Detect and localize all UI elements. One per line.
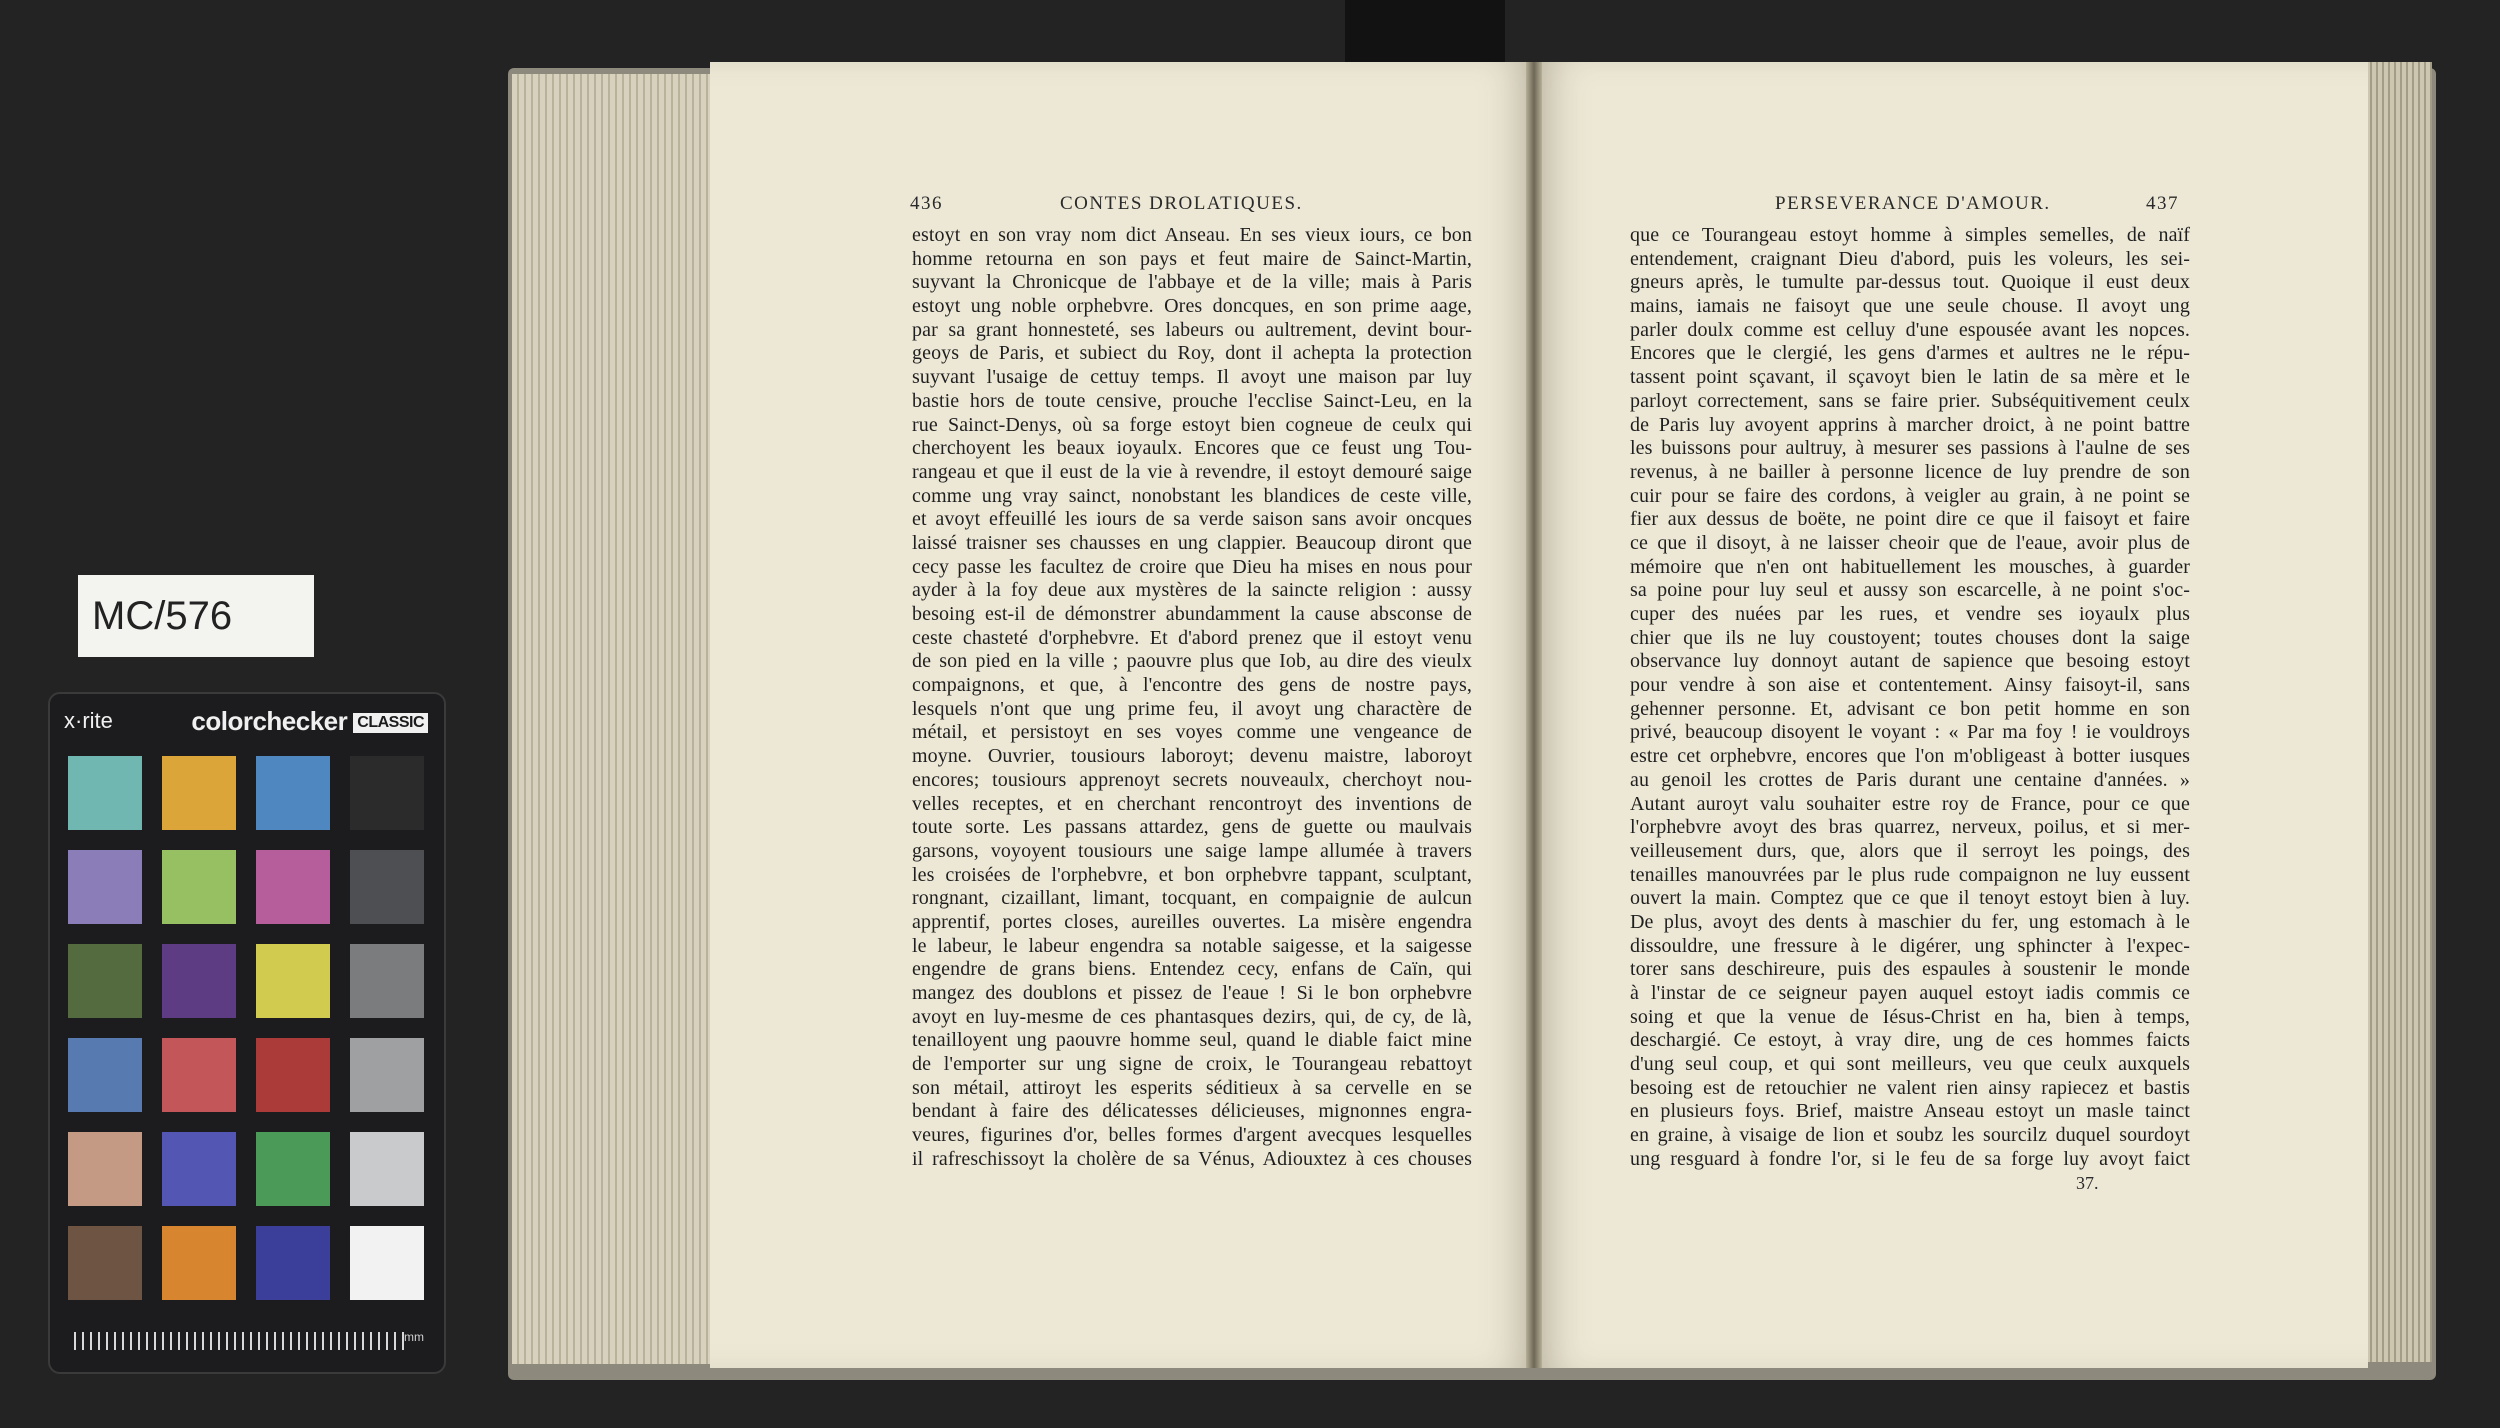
text-line: ouvert la main. Comptez que ce que il tenoyt estoyt bien à luy.: [1630, 887, 2190, 910]
text-line: comme ung vray sainct, nonobstant les blandices de ceste ville,: [912, 484, 1472, 507]
color-swatch: [350, 1132, 424, 1206]
text-line: tassent point sçavant, il sçavoyt bien le latin de sa mère et le: [1630, 366, 2190, 389]
color-swatch: [162, 850, 236, 924]
color-swatch: [350, 756, 424, 830]
text-line: ayder à la foy deue aux mystères de la saincte religion : aussy: [912, 579, 1472, 602]
text-line: apprentif, portes closes, aureilles ouvertes. La misère engendra: [912, 910, 1472, 933]
left-running-head: CONTES DROLATIQUES.: [1060, 193, 1303, 214]
text-line: estoyt en son vray nom dict Anseau. En ses vieux iours, ce bon: [912, 224, 1472, 246]
left-page-text: [912, 224, 1472, 1172]
text-line: ceste chasteté d'orphebvre. Et d'abord prenez que il estoyt venu: [912, 626, 1472, 649]
color-swatch: [68, 756, 142, 830]
text-line: métail, et persistoyt en ses voyes comme une vengeance de: [912, 721, 1472, 744]
colorchecker-product: colorchecker: [191, 706, 348, 736]
text-line: il rafreschissoyt la cholère de sa Vénus, Adiouxtez à ces chouses: [912, 1147, 1472, 1170]
color-swatch: [350, 1226, 424, 1300]
text-line: veilleusement durs, que, alors que il serroyt les poings, des: [1630, 839, 2190, 862]
colorchecker-edition-badge: CLASSIC: [353, 713, 428, 733]
text-line: que ce Tourangeau estoyt homme à simples semelles, de naïf: [1630, 224, 2190, 246]
text-line: cuir pour se faire des cordons, à veigler au grain, à ne point se: [1630, 484, 2190, 507]
text-line: entendement, craignant Dieu d'abord, puis les voleurs, les sei-: [1630, 247, 2190, 270]
text-line: à l'instar de ce seigneur payen auquel estoyt iadis commis ce: [1630, 982, 2190, 1004]
text-line: en graine, à visaige de lion et soubz les sourcilz duquel sourdoyt: [1630, 1124, 2190, 1147]
color-swatch: [350, 850, 424, 924]
color-swatch: [162, 1226, 236, 1300]
text-line: homme retourna en son pays et feut maire de Sainct-Martin,: [912, 247, 1472, 270]
text-line: fier aux dessus de boëte, ne point dire ce que il faisoyt et faire: [1630, 508, 2190, 531]
text-line: toute sorte. Les passans attardez, gens de guette ou maulvais: [912, 816, 1472, 839]
text-line: suyvant l'usaige de cettuy temps. Il avoyt une maison par luy: [912, 366, 1472, 389]
text-line: besoing est de retouchier ne valent rien ainsy rapiecez et bastis: [1630, 1076, 2190, 1099]
color-swatch: [256, 850, 330, 924]
text-line: les croisées de l'orphebvre, et bon orphebvre tappant, sculptant,: [912, 863, 1472, 886]
text-line: pour vendre à son aise et contentement. Ainsy faisoyt-il, sans: [1630, 674, 2190, 697]
text-line: de Paris luy avoyent apprins à marcher droict, à ne point battre: [1630, 413, 2190, 436]
text-line: dissouldre, une fressure à le digérer, ung sphincter à l'expec-: [1630, 934, 2190, 957]
text-line: par sa grant honnesteté, ses labeurs ou aultrement, devint bour-: [912, 318, 1472, 341]
left-page-stack: [512, 74, 712, 1364]
color-swatch: [68, 1226, 142, 1300]
color-swatch: [256, 944, 330, 1018]
text-line: bastie hors de toute censive, prouche l'ecclise Sainct-Leu, en la: [912, 389, 1472, 412]
color-swatch: [68, 944, 142, 1018]
text-line: en plusieurs foys. Brief, maistre Anseau estoyt un masle tainct: [1630, 1100, 2190, 1123]
text-line: sa poine pour luy seul et aussy son escarcelle, à ne point s'oc-: [1630, 579, 2190, 602]
text-line: cecy passe les facultez de croire que Dieu ha mises en nous pour: [912, 555, 1472, 578]
text-line: besoing est-il de démonstrer abundamment la cause absconse de: [912, 603, 1472, 625]
color-checker-card: [48, 692, 446, 1374]
text-line: velles receptes, et en cherchant rencontroyt des inventions de: [912, 792, 1472, 815]
ruler-unit-label: mm: [404, 1330, 424, 1344]
text-line: rangeau et que il eust de la vie à revendre, il estoyt demouré saige: [912, 460, 1472, 483]
text-line: gehenner personne. Et, advisant ce bon petit homme en son: [1630, 697, 2190, 720]
right-page-text: [1630, 224, 2190, 1172]
text-line: geoys de Paris, et subiect du Roy, dont il achepta la protection: [912, 342, 1472, 365]
right-running-head: PERSEVERANCE D'AMOUR.: [1775, 193, 2051, 214]
text-line: tenailles manouvrées par le plus rude compaignon ne luy eussent: [1630, 863, 2190, 886]
text-line: cherchoyent les beaux ioyaulx. Encores que ce feust ung Tou-: [912, 437, 1472, 460]
text-line: Encores que le clergié, les gens d'armes et aultres ne le répu-: [1630, 342, 2190, 365]
color-swatch: [256, 756, 330, 830]
text-line: mains, iamais ne faisoyt que une seule chouse. Il avoyt ung: [1630, 295, 2190, 318]
text-line: cuper des nuées par les rues, et vendre ses ioyaulx plus: [1630, 603, 2190, 625]
color-swatch: [256, 1226, 330, 1300]
text-line: le labeur, le labeur engendra sa notable saigesse, et la saigesse: [912, 934, 1472, 957]
color-swatch: [256, 1038, 330, 1112]
text-line: gneurs après, le tumulte par-dessus tout. Quoique il eust deux: [1630, 271, 2190, 294]
text-line: Autant auroyt valu souhaiter estre roy de France, pour ce que: [1630, 792, 2190, 815]
right-page-stack: [2360, 62, 2432, 1362]
text-line: De plus, avoyt des dents à maschier du fer, ung estomach à le: [1630, 910, 2190, 933]
text-line: rongnant, cizaillant, limant, tocquant, en compaignie de aulcun: [912, 887, 1472, 910]
text-line: torer sans deschireure, puis des espaules à soustenir le monde: [1630, 958, 2190, 981]
xrite-logo: x·rite: [64, 708, 113, 733]
text-line: observance luy donnoyt autant de sapience que besoing estoyt: [1630, 650, 2190, 673]
color-swatch: [162, 756, 236, 830]
text-line: et avoyt effeuillé les iours de sa verde saison sans avoir oncques: [912, 508, 1472, 531]
text-line: tenailloyent ung paouvre homme seul, quand le diable faict mine: [912, 1029, 1472, 1052]
text-line: son métail, attiroyt les esperits séditieux à sa cervelle en se: [912, 1076, 1472, 1099]
color-swatch: [162, 1038, 236, 1112]
text-line: bendant à faire des délicatesses délicieuses, mignonnes engra-: [912, 1100, 1472, 1123]
text-line: mémoire que n'en ont habituellement les mousches, à guarder: [1630, 555, 2190, 578]
text-line: les buissons pour aultruy, à mesurer ses passions à l'aulne de ses: [1630, 437, 2190, 460]
text-line: parler doulx comme est celluy d'une espousée avant les nopces.: [1630, 318, 2190, 341]
text-line: de son pied en la ville ; paouvre plus que Iob, au dire des vieulx: [912, 650, 1472, 673]
text-line: estre cet orphebvre, encores que l'on m'obligeast à botter iusques: [1630, 745, 2190, 768]
text-line: de l'emporter sur ung signe de croix, le Tourangeau rebattoyt: [912, 1053, 1472, 1076]
text-line: rue Sainct-Denys, où sa forge estoyt bien cogneue de ceulx qui: [912, 413, 1472, 436]
color-swatch: [350, 1038, 424, 1112]
text-line: veures, figurines d'or, belles formes d'argent avecques lesquelles: [912, 1124, 1472, 1147]
text-line: lesquels n'ont que ung prime feu, il avoyt ung charactère de: [912, 697, 1472, 720]
text-line: ung resguard à fondre l'or, si le feu de sa forge luy avoyt faict: [1630, 1147, 2190, 1170]
text-line: laissé traisner ses chausses en ung clappier. Beaucoup diront que: [912, 531, 1472, 554]
text-line: l'orphebvre avoyt des bras quarrez, nerveux, poilus, et si mer-: [1630, 816, 2190, 839]
text-line: revenus, à ne bailler à personne licence de luy prendre de son: [1630, 460, 2190, 483]
text-line: engendre de grans biens. Entendez cecy, enfans de Caïn, qui: [912, 958, 1472, 981]
text-line: mangez des doublons et pissez de l'eaue ! Si le bon orphebvre: [912, 982, 1472, 1004]
text-line: moyne. Ouvrier, tousiours laboroyt; devenu maistre, laboroyt: [912, 745, 1472, 768]
text-line: estoyt ung noble orphebvre. Ores doncques, en son prime aage,: [912, 295, 1472, 318]
color-swatch: [162, 944, 236, 1018]
color-swatch: [68, 850, 142, 924]
catalog-label: MC/576: [78, 575, 314, 657]
text-line: deschargié. Ce estoyt, à vray dire, ung de ces hommes faicts: [1630, 1029, 2190, 1052]
text-line: avoyt en luy-mesme de ces phantasques dezirs, qui, de cy, de là,: [912, 1005, 1472, 1028]
book-gutter: [1526, 62, 1542, 1368]
text-line: parloyt correctement, sans se faire prier. Subséquitivement ceulx: [1630, 389, 2190, 412]
signature-mark: 37.: [2076, 1173, 2099, 1193]
text-line: garsons, voyoyent tousiours une saige lampe allumée à travers: [912, 839, 1472, 862]
color-swatch: [256, 1132, 330, 1206]
text-line: suyvant la Chronicque de l'abbaye et de la ville; mais à Paris: [912, 271, 1472, 294]
text-line: d'ung seul coup, et qui sont meilleurs, veu que ceulx auxquels: [1630, 1053, 2190, 1076]
right-page-number: 437: [2146, 193, 2179, 214]
text-line: chier que ils ne luy coustoyent; toutes chouses dont la saige: [1630, 626, 2190, 649]
colorchecker-title: [191, 706, 428, 737]
color-swatch: [162, 1132, 236, 1206]
color-swatch: [68, 1038, 142, 1112]
text-line: ce que il disoyt, à ne laisser cheoir que de l'eaue, avoir plus de: [1630, 531, 2190, 554]
text-line: encores; tousiours apprenoyt secrets nouveaulx, cherchoyt nou-: [912, 768, 1472, 791]
text-line: privé, beaucoup disoyent le voyant : « Par ma foy ! ie vouldroys: [1630, 721, 2190, 744]
color-swatch: [350, 944, 424, 1018]
text-line: soing et que la venue de Iésus-Christ en ha, bien à temps,: [1630, 1005, 2190, 1028]
text-line: au genoil les crottes de Paris durant une centaine d'années. »: [1630, 768, 2190, 791]
color-swatch: [68, 1132, 142, 1206]
mm-ruler: [74, 1332, 404, 1350]
text-line: compaignons, et que, à l'encontre des gens de nostre pays,: [912, 674, 1472, 697]
left-page-number: 436: [910, 193, 943, 214]
color-swatch-grid: [68, 756, 430, 1300]
copy-stand-edge-right: [1415, 0, 1505, 70]
